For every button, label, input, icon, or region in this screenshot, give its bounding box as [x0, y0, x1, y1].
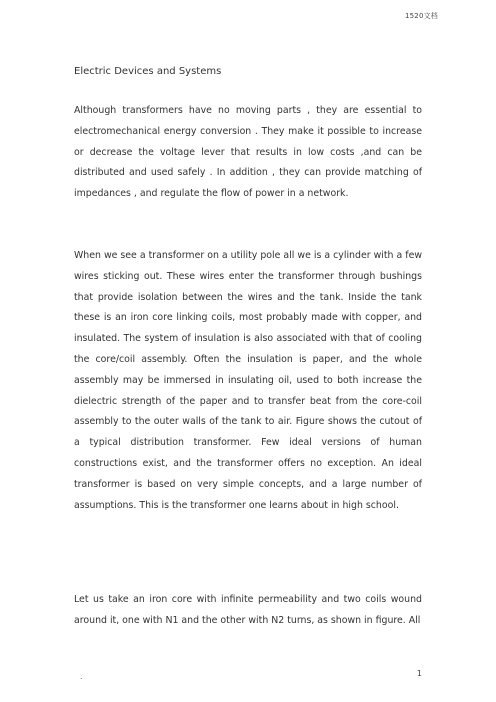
paragraph-3: Let us take an iron core with infinite permeability and two coils wound around it, one with N1 and the other with N2 turns, as shown in figure. All	[74, 594, 422, 626]
page-number: 1	[416, 669, 422, 678]
header-watermark: 1520文档	[404, 12, 438, 20]
paragraph-1: Although transformers have no moving parts , they are essential to electromechanical energy conversion . They make it possible to increase or decrease the voltage lever that results in low costs ,and can be distributed and used safely . In addition , they can provide matching of impedances , and regulate the flow of power in a network.	[74, 105, 422, 200]
footer-dot: .	[80, 672, 83, 681]
document-title: Electric Devices and Systems	[74, 66, 222, 77]
paragraph-2: When we see a transformer on a utility pole all we is a cylinder with a few wires sticking out. These wires enter the transformer through bushings that provide isolation between the wires and the tank. Inside the tank these is an iron core linking coils, most probably made with copper, and insulated. The system of insulation is also associated with that of cooling the core/coil assembly. Often the insulation is paper, and the whole assembly may be immersed in insulating oil, used to both increase the dielectric strength of the paper and to transfer beat from the core-coil assembly to the outer walls of the tank to air. Figure shows the cutout of a typical distribution transformer. Few ideal versions of human constructions exist, and the transformer offers no exception. An ideal transformer is based on very simple concepts, and a large number of assumptions. This is the transformer one learns about in high school.	[74, 250, 422, 511]
